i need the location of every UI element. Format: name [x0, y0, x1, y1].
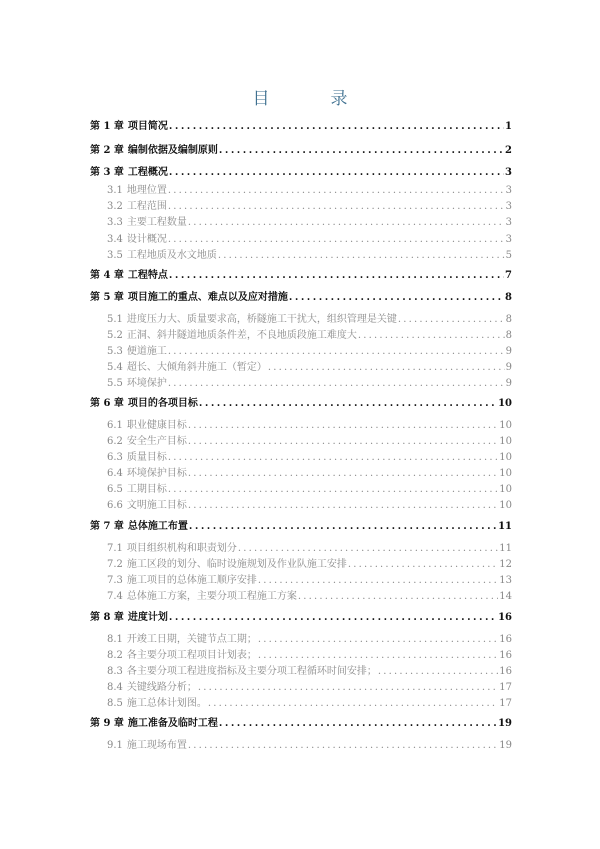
entry-number: 8.2 — [107, 650, 123, 661]
entry-number: 第 1 章 — [90, 121, 124, 132]
toc-chapter-entry[interactable] — [90, 608, 512, 622]
entry-page-number: 10 — [499, 420, 512, 431]
entry-page-number: 9 — [505, 378, 512, 389]
dot-leader — [258, 634, 498, 645]
dot-leader — [188, 740, 498, 751]
toc-section-entry[interactable] — [107, 480, 512, 494]
toc-section-entry[interactable] — [107, 539, 512, 553]
toc-section-entry[interactable] — [107, 630, 512, 644]
entry-title: 正洞、斜井隧道地质条件差，不良地质段施工难度大 — [126, 330, 357, 341]
toc-section-entry[interactable] — [107, 181, 512, 195]
entry-title: 施工准备及临时工程 — [127, 718, 218, 729]
entry-page-number: 9 — [505, 362, 512, 373]
entry-number: 7.2 — [107, 559, 123, 570]
dot-leader — [208, 698, 498, 709]
toc-section-entry[interactable] — [107, 197, 512, 211]
dot-leader — [398, 314, 505, 325]
entry-title: 环境保护 — [126, 378, 167, 389]
toc-title: 目 录 — [252, 89, 370, 109]
toc-section-entry[interactable] — [107, 464, 512, 478]
entry-page-number: 16 — [499, 634, 512, 645]
entry-title: 施工现场布置 — [126, 740, 187, 751]
toc-section-entry[interactable] — [107, 416, 512, 430]
toc-section-entry[interactable] — [107, 358, 512, 372]
entry-page-number: 3 — [505, 217, 512, 228]
entry-number: 8.3 — [107, 666, 123, 677]
dot-leader — [168, 201, 505, 212]
entry-number: 5.5 — [107, 378, 123, 389]
entry-number: 第 6 章 — [90, 398, 124, 409]
entry-title: 地理位置 — [126, 185, 167, 196]
entry-page-number: 3 — [505, 201, 512, 212]
entry-title: 施工项目的总体施工顺序安排 — [126, 575, 257, 586]
entry-number: 7.1 — [107, 543, 123, 554]
dot-leader — [168, 346, 505, 357]
dot-leader — [188, 436, 498, 447]
entry-page-number: 13 — [499, 575, 512, 586]
toc-section-entry[interactable] — [107, 213, 512, 227]
toc-chapter-entry[interactable] — [90, 517, 512, 531]
dot-leader — [289, 292, 504, 303]
entry-title: 工程概况 — [127, 167, 168, 178]
entry-page-number: 3 — [505, 234, 512, 245]
entry-number: 7.4 — [107, 591, 123, 602]
toc-section-entry[interactable] — [107, 310, 512, 324]
dot-leader — [168, 234, 505, 245]
toc-section-entry[interactable] — [107, 555, 512, 569]
entry-title: 环境保护目标 — [126, 468, 187, 479]
entry-title: 工程范围 — [126, 201, 167, 212]
entry-number: 7.3 — [107, 575, 123, 586]
toc-section-entry[interactable] — [107, 662, 512, 676]
dot-leader — [188, 420, 498, 431]
dot-leader — [169, 270, 504, 281]
entry-number: 第 8 章 — [90, 612, 124, 623]
entry-number: 5.4 — [107, 362, 123, 373]
entry-page-number: 3 — [505, 185, 512, 196]
dot-leader — [189, 521, 497, 532]
dot-leader — [218, 250, 505, 261]
dot-leader — [168, 185, 505, 196]
toc-section-entry[interactable] — [107, 646, 512, 660]
entry-page-number: 10 — [499, 452, 512, 463]
entry-title: 主要工程数量 — [126, 217, 187, 228]
entry-number: 3.3 — [107, 217, 123, 228]
entry-title: 便道施工 — [126, 346, 167, 357]
entry-page-number: 7 — [505, 270, 512, 281]
entry-number: 6.3 — [107, 452, 123, 463]
entry-page-number: 16 — [499, 666, 512, 677]
entry-page-number: 11 — [499, 543, 512, 554]
dot-leader — [169, 121, 504, 132]
entry-number: 第 2 章 — [90, 145, 124, 156]
dot-leader — [258, 575, 498, 586]
entry-page-number: 14 — [499, 591, 512, 602]
entry-page-number: 19 — [499, 740, 512, 751]
entry-title: 安全生产目标 — [126, 436, 187, 447]
entry-page-number: 8 — [505, 314, 512, 325]
entry-number: 5.2 — [107, 330, 123, 341]
dot-leader — [378, 666, 498, 677]
entry-number: 第 3 章 — [90, 167, 124, 178]
entry-title: 项目简况 — [127, 121, 168, 132]
entry-number: 3.5 — [107, 250, 123, 261]
dot-leader — [258, 650, 498, 661]
toc-section-entry[interactable] — [107, 432, 512, 446]
entry-title: 各主要分项工程进度指标及主要分项工程循环时间安排； — [126, 666, 377, 677]
dot-leader — [168, 378, 505, 389]
dot-leader — [348, 559, 498, 570]
entry-page-number: 16 — [498, 612, 512, 623]
entry-number: 3.1 — [107, 185, 123, 196]
toc-section-entry[interactable] — [107, 326, 512, 340]
entry-page-number: 8 — [505, 330, 512, 341]
dot-leader — [358, 330, 505, 341]
entry-number: 3.4 — [107, 234, 123, 245]
entry-page-number: 10 — [499, 500, 512, 511]
entry-title: 项目施工的重点、难点以及应对措施 — [127, 292, 288, 303]
toc-section-entry[interactable] — [107, 678, 512, 692]
dot-leader — [219, 145, 504, 156]
entry-title: 项目组织机构和职责划分 — [126, 543, 237, 554]
entry-title: 进度计划 — [127, 612, 168, 623]
entry-title: 超长、大倾角斜井施工（暂定） — [126, 362, 267, 373]
entry-title: 职业健康目标 — [126, 420, 187, 431]
toc-chapter-entry[interactable] — [90, 288, 512, 302]
dot-leader — [188, 500, 498, 511]
entry-number: 6.5 — [107, 484, 123, 495]
toc-section-entry[interactable] — [107, 496, 512, 510]
entry-title: 进度压力大、质量要求高，桥隧施工干扰大，组织管理是关键 — [126, 314, 397, 325]
entry-page-number: 17 — [499, 698, 512, 709]
entry-page-number: 19 — [498, 718, 512, 729]
entry-page-number: 16 — [499, 650, 512, 661]
toc-section-entry[interactable] — [107, 571, 512, 585]
entry-number: 5.1 — [107, 314, 123, 325]
toc-section-entry[interactable] — [107, 246, 512, 260]
toc-section-entry[interactable] — [107, 694, 512, 708]
entry-page-number: 10 — [499, 436, 512, 447]
entry-title: 质量目标 — [126, 452, 167, 463]
entry-number: 9.1 — [107, 740, 123, 751]
toc-chapter-entry[interactable] — [90, 163, 512, 177]
entry-number: 8.5 — [107, 698, 123, 709]
entry-title: 工程特点 — [127, 270, 168, 281]
entry-title: 各主要分项工程项目计划表； — [126, 650, 257, 661]
dot-leader — [268, 362, 505, 373]
dot-leader — [168, 452, 498, 463]
entry-number: 6.2 — [107, 436, 123, 447]
toc-chapter-entry[interactable] — [90, 714, 512, 728]
entry-title: 关键线路分析； — [126, 682, 197, 693]
entry-number: 5.3 — [107, 346, 123, 357]
entry-number: 8.1 — [107, 634, 123, 645]
dot-leader — [219, 718, 497, 729]
entry-title: 项目的各项目标 — [127, 398, 198, 409]
entry-page-number: 2 — [505, 145, 512, 156]
entry-title: 工程地质及水文地质 — [126, 250, 217, 261]
entry-title: 文明施工目标 — [126, 500, 187, 511]
entry-page-number: 17 — [499, 682, 512, 693]
entry-title: 编制依据及编制原则 — [127, 145, 218, 156]
entry-page-number: 12 — [499, 559, 512, 570]
dot-leader — [188, 217, 505, 228]
entry-page-number: 8 — [505, 292, 512, 303]
entry-title: 总体施工布置 — [127, 521, 188, 532]
entry-number: 第 4 章 — [90, 270, 124, 281]
entry-number: 6.6 — [107, 500, 123, 511]
dot-leader — [198, 682, 498, 693]
entry-title: 工期目标 — [126, 484, 167, 495]
entry-page-number: 10 — [499, 484, 512, 495]
entry-number: 第 9 章 — [90, 718, 124, 729]
entry-title: 施工区段的划分、临时设施规划及作业队施工安排 — [126, 559, 347, 570]
dot-leader — [168, 484, 498, 495]
toc-section-entry[interactable] — [107, 342, 512, 356]
entry-page-number: 10 — [498, 398, 512, 409]
entry-number: 第 7 章 — [90, 521, 124, 532]
entry-title: 施工总体计划图。 — [126, 698, 207, 709]
entry-title: 开竣工日期，关键节点工期； — [126, 634, 257, 645]
toc-chapter-entry[interactable] — [90, 266, 512, 280]
toc-chapter-entry[interactable] — [90, 141, 512, 155]
entry-number: 6.1 — [107, 420, 123, 431]
entry-number: 3.2 — [107, 201, 123, 212]
toc-chapter-entry[interactable] — [90, 117, 512, 131]
toc-section-entry[interactable] — [107, 587, 512, 601]
entry-page-number: 11 — [498, 521, 512, 532]
entry-number: 8.4 — [107, 682, 123, 693]
toc-chapter-entry[interactable] — [90, 394, 512, 408]
toc-section-entry[interactable] — [107, 374, 512, 388]
toc-section-entry[interactable] — [107, 736, 512, 750]
entry-page-number: 9 — [505, 346, 512, 357]
entry-title: 总体施工方案，主要分项工程施工方案 — [126, 591, 297, 602]
entry-number: 第 5 章 — [90, 292, 124, 303]
dot-leader — [238, 543, 498, 554]
entry-page-number: 3 — [505, 167, 512, 178]
entry-page-number: 5 — [505, 250, 512, 261]
entry-page-number: 10 — [499, 468, 512, 479]
dot-leader — [169, 612, 497, 623]
dot-leader — [188, 468, 498, 479]
dot-leader — [169, 167, 504, 178]
toc-section-entry[interactable] — [107, 230, 512, 244]
dot-leader — [199, 398, 497, 409]
entry-number: 6.4 — [107, 468, 123, 479]
entry-title: 设计概况 — [126, 234, 167, 245]
toc-section-entry[interactable] — [107, 448, 512, 462]
entry-page-number: 1 — [505, 121, 512, 132]
dot-leader — [298, 591, 498, 602]
